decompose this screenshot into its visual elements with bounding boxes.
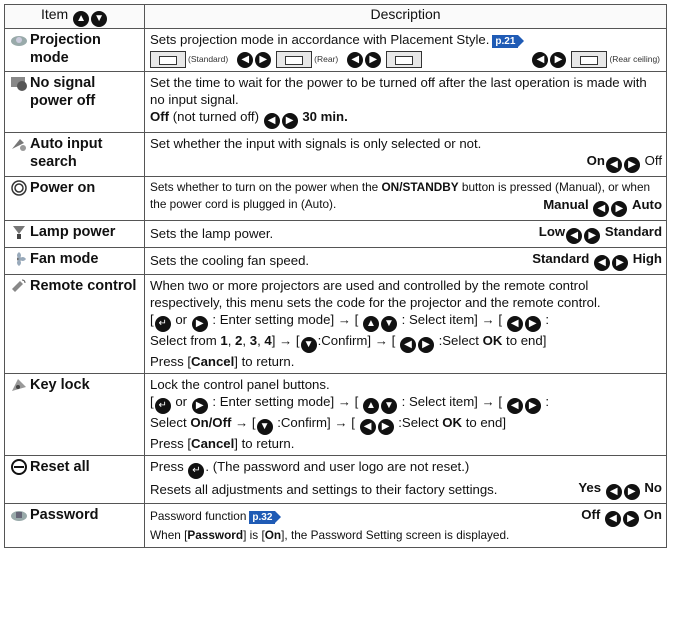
settings-table-wrapper: [4, 4, 671, 548]
key-lock-icon: [10, 376, 28, 394]
row-description: Sets projection mode in accordance with Placement Style.: [150, 32, 490, 47]
table-row: Power on Sets whether to turn on the power when the ON/STANDBY button is pressed (Manual), or when the power cord is plugged in (Auto). Manual ◀ ▶ Auto: [5, 177, 667, 221]
ceiling-placement-icon: [386, 51, 422, 68]
up-button-icon: ▲: [363, 398, 379, 414]
table-row: Auto input search Set whether the input with signals is only selected or not. On ◀ ▶ Off: [5, 133, 667, 177]
table-row: Fan mode Sets the cooling fan speed. Standard ◀ ▶ High: [5, 248, 667, 275]
header-description: Description: [145, 5, 667, 29]
item-name: Fan mode: [30, 251, 99, 267]
down-button-icon: ▼: [381, 398, 397, 414]
down-button-icon: ▼: [301, 337, 317, 353]
row-description: Set the time to wait for the power to be turned off after the last operation is made with no input signal.: [150, 75, 647, 107]
password-icon: [10, 506, 28, 524]
right-button-icon: ▶: [611, 201, 627, 217]
right-button-icon: ▶: [623, 511, 639, 527]
left-button-icon: ◀: [507, 398, 523, 414]
page-ref: p.32: [249, 511, 275, 524]
remote-icon: [10, 277, 28, 295]
row-description: Sets the lamp power.: [150, 226, 274, 241]
left-button-icon: ◀: [566, 228, 582, 244]
reset-icon: [10, 458, 28, 476]
enter-button-icon: ↵: [155, 316, 171, 332]
item-name: Remote control: [30, 278, 137, 294]
left-button-icon: ◀: [532, 52, 548, 68]
item-name: Lamp power: [30, 224, 116, 240]
item-name: Reset all: [30, 459, 90, 475]
down-button-icon: ▼: [257, 419, 273, 435]
settings-table: [4, 4, 667, 548]
right-button-icon: ▶: [378, 419, 394, 435]
item-name: Power on: [30, 180, 96, 196]
down-button-icon: ▼: [91, 11, 107, 27]
left-button-icon: ◀: [237, 52, 253, 68]
projection-icon: [10, 31, 28, 49]
row-description: When two or more projectors are used and controlled by the remote control respectively, this menu sets the code for the projector and the remote control.: [150, 278, 601, 310]
table-row: Key lock Lock the control panel buttons. [ ↵ or ▶ : Enter setting mode] → [ ▲ ▼ : Select item] → [ ◀ ▶ : Select On/Off → [ ▼ :Confirm] → [ ◀ ▶ :Select OK to end] Press [Cancel] to return.: [5, 374, 667, 456]
left-button-icon: ◀: [264, 113, 280, 129]
left-button-icon: ◀: [606, 157, 622, 173]
enter-button-icon: ↵: [155, 398, 171, 414]
right-button-icon: ▶: [255, 52, 271, 68]
left-button-icon: ◀: [594, 255, 610, 271]
row-description: Password function: [150, 509, 247, 523]
right-button-icon: ▶: [282, 113, 298, 129]
left-button-icon: ◀: [593, 201, 609, 217]
right-button-icon: ▶: [525, 398, 541, 414]
rear-ceiling-placement-icon: [571, 51, 607, 68]
table-row: No signal power off Set the time to wait for the power to be turned off after the last operation is made with no input signal. Off (not turned off) ◀ ▶ 30 min.: [5, 72, 667, 133]
header-item: Item ▲ ▼: [5, 5, 145, 29]
row-description: Resets all adjustments and settings to their factory settings.: [150, 482, 498, 497]
up-button-icon: ▲: [73, 11, 89, 27]
right-button-icon: ▶: [192, 316, 208, 332]
left-button-icon: ◀: [347, 52, 363, 68]
item-name: No signal power off: [30, 75, 96, 109]
lamp-icon: [10, 223, 28, 241]
right-button-icon: ▶: [612, 255, 628, 271]
standard-placement-icon: [150, 51, 186, 68]
down-button-icon: ▼: [381, 316, 397, 332]
left-button-icon: ◀: [605, 511, 621, 527]
right-button-icon: ▶: [418, 337, 434, 353]
right-button-icon: ▶: [584, 228, 600, 244]
left-button-icon: ◀: [507, 316, 523, 332]
left-button-icon: ◀: [360, 419, 376, 435]
rear-placement-icon: [276, 51, 312, 68]
table-row: Password Password function p.32 Off ◀ ▶ On When [Password] is [On], the Password Setting screen is displayed.: [5, 504, 667, 548]
row-description: Lock the control panel buttons.: [150, 377, 330, 392]
table-row: Remote control When two or more projectors are used and controlled by the remote control respectively, this menu sets the code for the projector and the remote control. [ ↵ or ▶ : Enter setting mode] → [ ▲ ▼ : Select item] → [ ◀ ▶ : Select from 1, 2, 3, 4] → [ ▼ :Confirm] → [ ◀ ▶ :Select OK to end] Press [Cancel] to return.: [5, 275, 667, 374]
right-button-icon: ▶: [624, 484, 640, 500]
left-button-icon: ◀: [400, 337, 416, 353]
right-button-icon: ▶: [624, 157, 640, 173]
right-button-icon: ▶: [192, 398, 208, 414]
no-signal-icon: [10, 74, 28, 92]
page-ref: p.21: [492, 35, 518, 48]
row-description: Sets the cooling fan speed.: [150, 253, 310, 268]
right-button-icon: ▶: [550, 52, 566, 68]
item-name: Key lock: [30, 377, 90, 393]
enter-button-icon: ↵: [188, 463, 204, 479]
left-button-icon: ◀: [606, 484, 622, 500]
right-button-icon: ▶: [525, 316, 541, 332]
power-on-icon: [10, 179, 28, 197]
item-name: Password: [30, 507, 99, 523]
fan-icon: [10, 250, 28, 268]
item-name: Auto input search: [30, 136, 103, 170]
table-row: Lamp power Sets the lamp power. Low ◀ ▶ Standard: [5, 221, 667, 248]
up-button-icon: ▲: [363, 316, 379, 332]
row-description: Set whether the input with signals is only selected or not.: [150, 136, 482, 151]
table-header: [5, 5, 667, 29]
table-row: Reset all Press ↵ . (The password and user logo are not reset.) Resets all adjustments and settings to their factory settings. Yes ◀ ▶ No: [5, 456, 667, 504]
auto-input-icon: [10, 135, 28, 153]
right-button-icon: ▶: [365, 52, 381, 68]
table-row: Projection mode Sets projection mode in accordance with Placement Style. p.21 (Standard) ◀ ▶ (Rear) ◀ ▶ ◀ ▶ (Rear ceiling): [5, 29, 667, 72]
item-name: Projection mode: [30, 32, 101, 66]
